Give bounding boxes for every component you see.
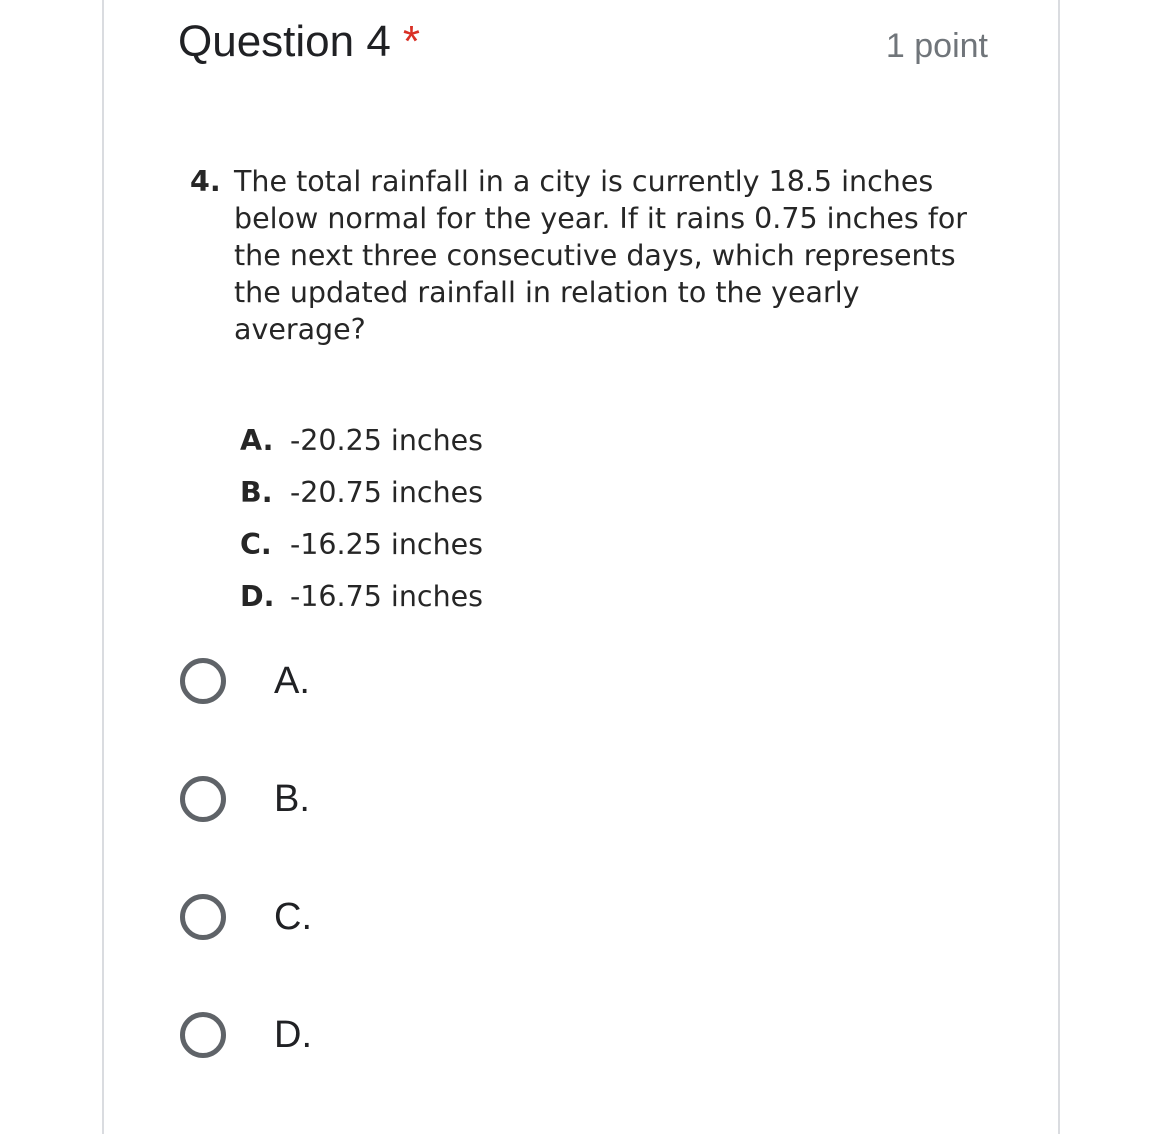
choice-letter: D.: [240, 580, 275, 613]
radio-button-c[interactable]: [180, 894, 226, 940]
choice-text: -20.75 inches: [290, 476, 484, 509]
choice-text: -20.25 inches: [290, 424, 484, 457]
choice-item-b: [240, 467, 990, 519]
choice-item-d: [240, 571, 990, 623]
question-text: The total rainfall in a city is currently 18.5 inches below normal for the year. If it rains 0.75 inches for the next three consecutive days, which represents the updated rainfall in relation to the yearly average?: [234, 165, 968, 346]
choice-item-a: [240, 415, 990, 467]
choice-letter: A.: [240, 424, 274, 457]
option-label-c[interactable]: C.: [274, 896, 312, 938]
choice-item-c: [240, 519, 990, 571]
option-label-d[interactable]: D.: [274, 1014, 312, 1056]
choice-text: -16.75 inches: [290, 580, 484, 613]
radio-button-b[interactable]: [180, 776, 226, 822]
question-stem: [190, 163, 994, 348]
question-points: 1 point: [885, 27, 988, 65]
option-label-a[interactable]: A.: [274, 660, 310, 702]
question-title: [178, 12, 420, 72]
option-label-b[interactable]: B.: [274, 778, 310, 820]
required-asterisk: *: [402, 17, 420, 66]
question-card: [102, 0, 1060, 1134]
radio-button-d[interactable]: [180, 1012, 226, 1058]
choice-letter: C.: [240, 528, 272, 561]
question-title-text: Question 4: [178, 17, 391, 66]
radio-button-a[interactable]: [180, 658, 226, 704]
question-number: 4.: [190, 165, 221, 198]
answer-choices-list: [240, 415, 990, 623]
question-image: [190, 163, 990, 623]
choice-letter: B.: [240, 476, 273, 509]
choice-text: -16.25 inches: [290, 528, 484, 561]
